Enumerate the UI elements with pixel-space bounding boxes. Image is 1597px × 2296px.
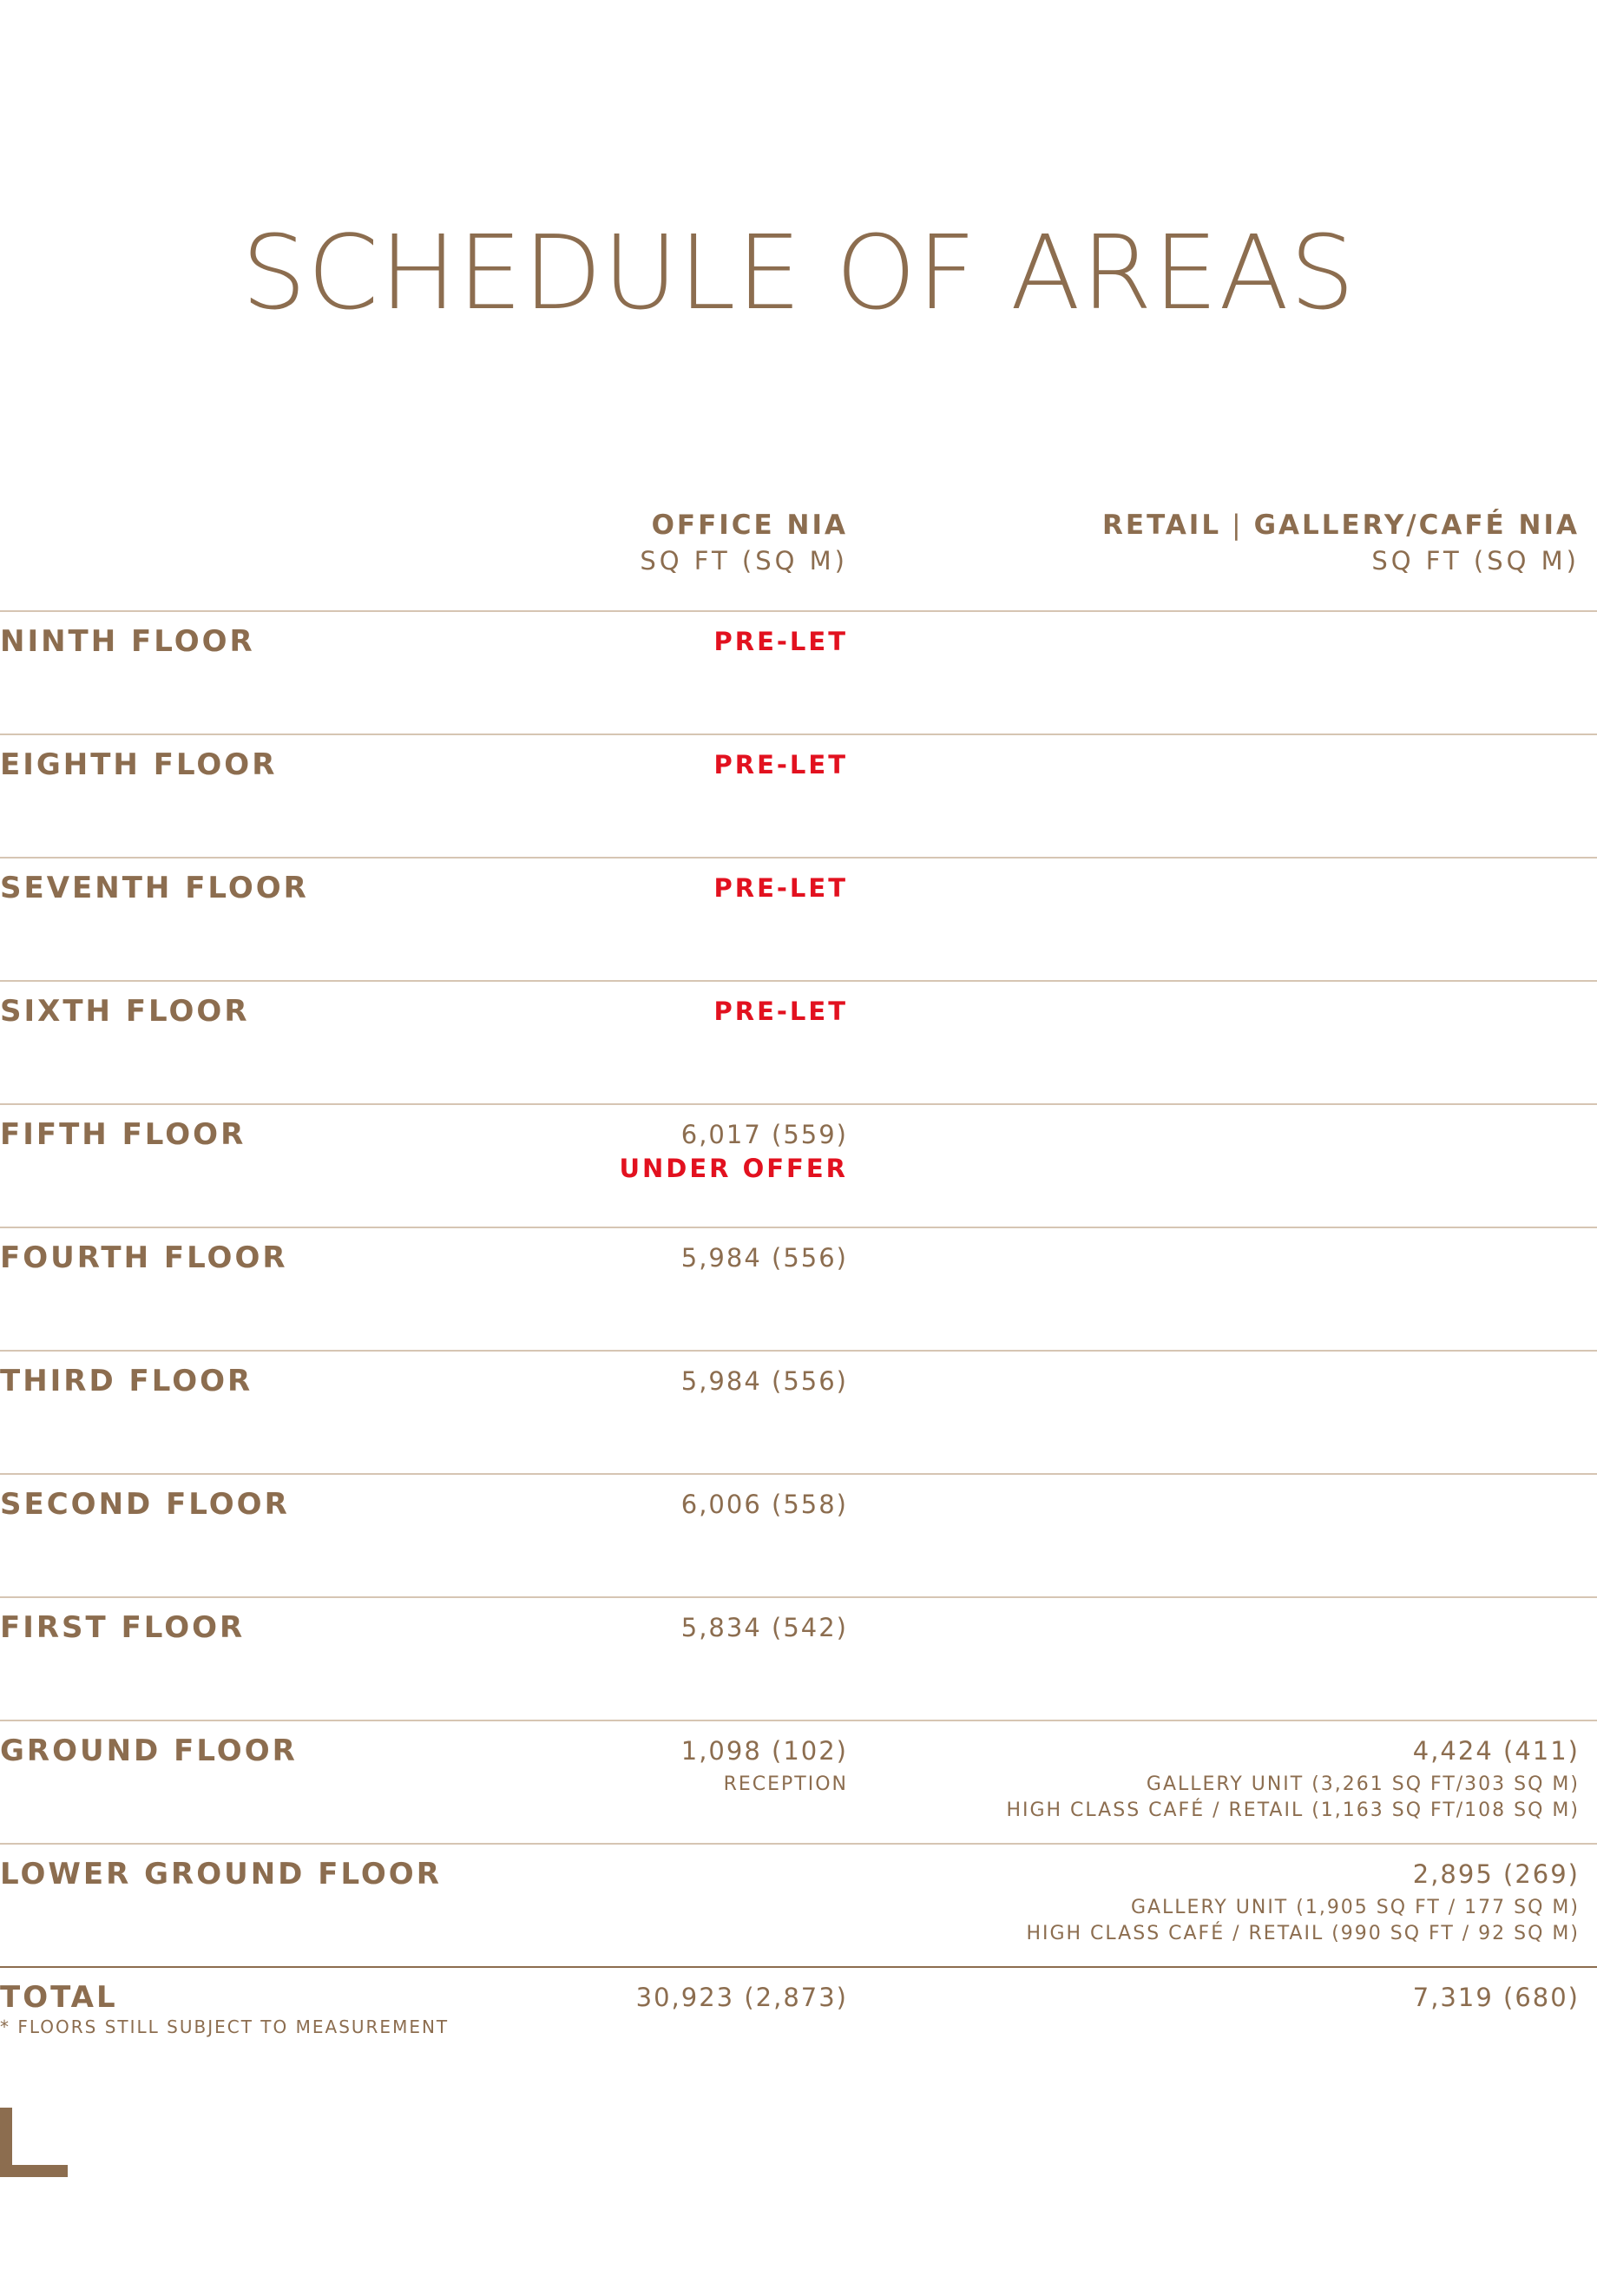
table-row — [0, 1596, 1597, 1720]
pre-let-status: PRE-LET — [713, 627, 848, 656]
table-row — [0, 1843, 1597, 1966]
table-row — [0, 1350, 1597, 1473]
retail-column-header — [868, 508, 1580, 579]
table-row — [0, 980, 1597, 1103]
column-separator: | — [1232, 510, 1244, 541]
office-cell — [521, 1362, 848, 1400]
office-total-cell — [521, 1978, 848, 2016]
floor-name: FOURTH FLOOR — [0, 1240, 288, 1275]
floor-name: SIXTH FLOOR — [0, 994, 250, 1029]
office-cell — [521, 1485, 848, 1523]
retail-total-cell — [868, 1978, 1580, 2016]
page-title: SCHEDULE OF AREAS — [241, 213, 1356, 332]
office-area-value: 6,006 (558) — [680, 1490, 848, 1519]
areas-table — [0, 610, 1597, 2062]
retail-note: GALLERY UNIT (3,261 SQ FT/303 SQ M) — [1146, 1773, 1580, 1795]
office-total-value: 30,923 (2,873) — [635, 1983, 848, 2012]
table-row — [0, 857, 1597, 980]
retail-note: GALLERY UNIT (1,905 SQ FT / 177 SQ M) — [1130, 1897, 1580, 1918]
pre-let-status: PRE-LET — [713, 873, 848, 903]
floor-name: SECOND FLOOR — [0, 1487, 290, 1522]
office-area-value: 1,098 (102) — [680, 1736, 848, 1766]
office-column-header — [521, 508, 848, 579]
office-column-unit: SQ FT (SQ M) — [640, 546, 848, 576]
office-cell — [521, 1609, 848, 1647]
floor-name: THIRD FLOOR — [0, 1364, 253, 1398]
office-area-value: 6,017 (559) — [680, 1120, 848, 1149]
retail-cell — [868, 1855, 1580, 1947]
retail-column-label — [868, 508, 1580, 543]
floor-name: GROUND FLOOR — [0, 1734, 298, 1768]
office-cell — [521, 1115, 848, 1183]
office-cell — [521, 746, 848, 784]
floor-name: SEVENTH FLOOR — [0, 871, 309, 905]
table-row — [0, 610, 1597, 734]
table-row — [0, 734, 1597, 857]
table-row — [0, 1473, 1597, 1596]
l-logo-icon — [0, 2108, 69, 2177]
gallery-cafe-label: GALLERY/CAFÉ NIA — [1253, 510, 1580, 541]
office-area-value: 5,984 (556) — [680, 1366, 848, 1396]
office-area-value: 5,984 (556) — [680, 1243, 848, 1273]
floor-name: FIFTH FLOOR — [0, 1117, 246, 1152]
table-row — [0, 1720, 1597, 1843]
table-row — [0, 1103, 1597, 1227]
retail-cell — [868, 1732, 1580, 1824]
office-cell — [521, 622, 848, 661]
floor-name: NINTH FLOOR — [0, 624, 255, 659]
footnote: * FLOORS STILL SUBJECT TO MEASUREMENT — [0, 2016, 450, 2037]
office-cell — [521, 1239, 848, 1277]
table-row — [0, 1227, 1597, 1350]
retail-note: HIGH CLASS CAFÉ / RETAIL (1,163 SQ FT/108 SQ M) — [1006, 1799, 1580, 1821]
total-label: TOTAL — [0, 1980, 118, 2015]
pre-let-status: PRE-LET — [713, 750, 848, 780]
retail-label: RETAIL — [1102, 510, 1222, 541]
under-offer-status: UNDER OFFER — [619, 1154, 848, 1183]
retail-area-value: 2,895 (269) — [1412, 1859, 1580, 1889]
office-area-value: 5,834 (542) — [680, 1613, 848, 1642]
floor-name: EIGHTH FLOOR — [0, 747, 278, 782]
retail-note: HIGH CLASS CAFÉ / RETAIL (990 SQ FT / 92 SQ M) — [1026, 1923, 1580, 1944]
floor-name: FIRST FLOOR — [0, 1610, 246, 1645]
floor-name: LOWER GROUND FLOOR — [0, 1857, 442, 1891]
total-row — [0, 1966, 1597, 2062]
pre-let-status: PRE-LET — [713, 997, 848, 1026]
office-cell — [521, 992, 848, 1030]
office-cell — [521, 1732, 848, 1798]
office-column-label: OFFICE NIA — [651, 510, 848, 541]
retail-area-value: 4,424 (411) — [1412, 1736, 1580, 1766]
office-cell — [521, 869, 848, 907]
retail-column-unit: SQ FT (SQ M) — [1371, 546, 1580, 576]
retail-total-value: 7,319 (680) — [1412, 1983, 1580, 2012]
office-note: RECEPTION — [723, 1773, 848, 1795]
